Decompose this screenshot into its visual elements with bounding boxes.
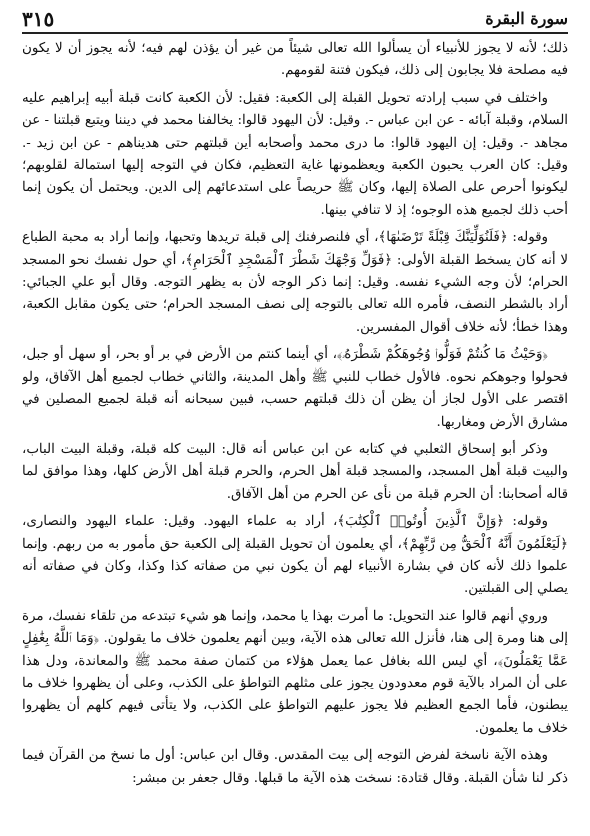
page-body bbox=[22, 38, 568, 828]
paragraph-4: ﴿وَحَيْثُ مَا كُنتُمْ فَوَلُّوا۟ وُجُوهَكُمْ شَطْرَهُۥ﴾، أي أينما كنتم من الأرض في بر أو بحر، أو سهل أو جبل، فحولوا وجوهكم نحوه. فالأول خطاب للنبي ﷺ وأهل المدينة، والثاني خطاب لجميع أهل الآفاق، ولو اقتصر على الأول لجاز أن يظن أن ذلك قبلتهم حسب، فبين سبحانه أنه قبلة لجميع المصلين في مشارق الأرض ومغاربها. bbox=[22, 347, 568, 430]
page-number: ٣١٥ bbox=[22, 7, 55, 31]
paragraph-8: وهذه الآية ناسخة لفرض التوجه إلى بيت المقدس. وقال ابن عباس: أول ما نسخ من القرآن فيما ذكر لنا شأن القبلة. وقال قتادة: نسخت هذه الآية ما قبلها. وقال جعفر بن مبشر: bbox=[22, 748, 568, 786]
paragraph-6: وقوله: ﴿وَإِنَّ ٱلَّذِينَ أُوتُوا۟ ٱلْكِتَٰبَ﴾، أراد به علماء اليهود. وقيل: علماء اليهود والنصارى، ﴿لَيَعْلَمُونَ أَنَّهُ ٱلْحَقُّ مِن رَّبِّهِمْ﴾، أي يعلمون أن تحويل القبلة إلى الكعبة حق مأمور به من ربهم. وإنما علموا ذلك لأنه كان في بشارة الأنبياء لهم أن يكون نبي من صفاته كذا وكذا، وكان في صفاته أنه يصلي إلى القبلتين. bbox=[22, 514, 568, 597]
paragraph-3: وقوله: ﴿فَلَنُوَلِّيَنَّكَ قِبْلَةً تَرْضَىٰهَا﴾، أي فلنصرفنك إلى قبلة تريدها وتحبها، وإنما أراد به محبة الطباع لا أنه كان يسخط القبلة الأولى: ﴿فَوَلِّ وَجْهَكَ شَطْرَ ٱلْمَسْجِدِ ٱلْحَرَامِ﴾، أي حول نفسك نحو المسجد الحرام؛ لأن وجه الشيء نفسه. وقيل: إنما ذكر الوجه لأن به يظهر التوجه. وقال أبو علي الجبائي: أراد بالشطر النصف، فأمره الله تعالى بالتوجه إلى نصف المسجد الحرام؛ حتى يكون مقابل الكعبة، وهذا خطأ؛ لأنه خلاف أقوال المفسرين. bbox=[22, 230, 568, 335]
page-header bbox=[22, 6, 568, 34]
surah-title: سورة البقرة bbox=[485, 9, 568, 28]
paragraph-7: وروي أنهم قالوا عند التحويل: ما أمرت بهذا يا محمد، وإنما هو شيء تبتدعه من تلقاء نفسك، مرة إلى هنا ومرة إلى هنا، فأنزل الله تعالى هذه الآية، وبين أنهم يعلمون خلاف ما يقولون. ﴿وَمَا ٱللَّهُ بِغَٰفِلٍ عَمَّا يَعْمَلُونَ﴾، أي ليس الله بغافل عما يعمل هؤلاء من كتمان صفة محمد ﷺ والمعاندة، ودل هذا على أن المراد بالآية قوم معدودون يجوز على مثلهم التواطؤ على الكذب، وعلى أن يظهروا خلاف ما يبطنون، فأما الجمع العظيم فلا يجوز عليهم التواطؤ على الكذب، ولا يتأتى فيهم كلهم أن يظهروا خلاف ما يعلمون. bbox=[22, 608, 568, 736]
paragraph-2: واختلف في سبب إرادته تحويل القبلة إلى الكعبة: فقيل: لأن الكعبة كانت قبلة أبيه إبراهيم عليه السلام، وقبلة آبائه - عن ابن عباس -. وقيل: لأن اليهود قالوا: يخالفنا محمد في ديننا ويتبع قبلتنا - عن مجاهد -. وقيل: إن اليهود قالوا: ما درى محمد وأصحابه أين قبلتهم حتى هديناهم - عن ابن زيد -. وقيل: كان العرب يحبون الكعبة ويعظمونها غاية التعظيم، فكان في التوجه إليها استمالة لقلوبهم؛ ليكونوا أحرص على الصلاة إليها، وكان ﷺ حريصاً على استدعائهم إلى الدين. ويحتمل أن يكون إنما أحب ذلك لجميع هذه الوجوه؛ إذ لا تنافي بينها. bbox=[22, 90, 568, 218]
paragraph-1: ذلك؛ لأنه لا يجوز للأنبياء أن يسألوا الله تعالى شيئاً من غير أن يؤذن لهم فيه؛ لأنه يجوز أن لا يكون فيه مصلحة فلا يجابون إلى ذلك، فيكون فتنة لقومهم. bbox=[22, 41, 568, 79]
paragraph-5: وذكر أبو إسحاق الثعلبي في كتابه عن ابن عباس أنه قال: البيت كله قبلة، وقبلة البيت الباب، والبيت قبلة أهل المسجد، والمسجد قبلة أهل الحرم، والحرم قبلة أهل الأرض كلها، وهذا موافق لما قاله أصحابنا: أن الحرم قبلة من نأى عن الحرم من أهل الآفاق. bbox=[22, 441, 568, 502]
